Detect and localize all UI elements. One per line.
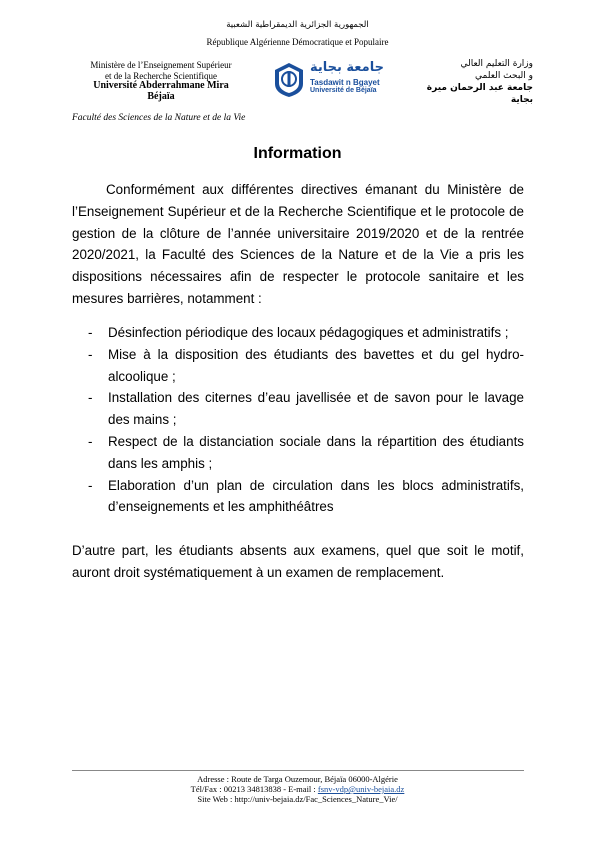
country-name-french: République Algérienne Démocratique et Populaire <box>206 37 389 47</box>
footer-address: Adresse : Route de Targa Ouzemour, Béjaïa 06000-Algérie <box>197 774 398 784</box>
list-item: - Désinfection périodique des locaux pédagogiques et administratifs ; <box>88 325 509 340</box>
logo-text-french: Université de Béjaïa <box>310 87 377 94</box>
email-link[interactable]: fsnv-vdp@univ-bejaia.dz <box>317 784 405 794</box>
logo-text-arabic: جامعة بجاية <box>310 60 384 75</box>
ministry-arabic-line-2: و البحث العلمي <box>475 71 533 81</box>
measures-list <box>88 322 524 518</box>
university-logo <box>272 60 392 100</box>
university-name-french: Université Abderrahmane Mira <box>93 80 229 91</box>
faculty-name: Faculté des Sciences de la Nature et de la Vie <box>72 113 246 123</box>
list-item: - Elaboration d’un plan de circulation dans les blocs administratifs, d’enseignements et les amphithéâtres <box>88 477 524 515</box>
institution-block-french <box>62 60 260 102</box>
ministry-line-2: et de la Recherche Scientifique <box>105 70 217 81</box>
footer-website[interactable]: Site Web : http://univ-bejaia.dz/Fac_Sciences_Nature_Vie/ <box>197 794 398 804</box>
footer-contact: Tél/Fax : 00213 34813838 - E-mail : fsnv-vdp@univ-bejaia.dz <box>190 784 405 794</box>
closing-paragraph: D’autre part, les étudiants absents aux examens, quel que soit le motif, auront droit systématiquement à un examen de remplacement. <box>72 543 524 580</box>
university-logo-icon <box>272 62 306 98</box>
country-name-arabic: الجمهورية الجزائرية الديمقراطية الشعبية <box>226 20 369 30</box>
ministry-arabic-line-1: وزارة التعليم العالي <box>460 59 533 69</box>
institution-block-arabic <box>383 58 533 106</box>
university-name-arabic: جامعة عبد الرحمان ميرة <box>426 83 533 93</box>
list-item: - Installation des citernes d’eau javellisée et de savon pour le lavage des mains ; <box>88 390 524 428</box>
footer <box>0 774 595 804</box>
list-item: - Respect de la distanciation sociale dans la répartition des étudiants dans les amphis ; <box>88 433 524 471</box>
city-arabic: بجاية <box>510 95 533 105</box>
logo-text-tamazight: Tasdawit n Bgayet <box>310 78 380 87</box>
document-title: Information <box>253 145 342 162</box>
ministry-line-1: Ministère de l’Enseignement Supérieur <box>90 60 232 70</box>
footer-divider <box>72 770 524 771</box>
list-item: - Mise à la disposition des étudiants des bavettes et du gel hydro-alcoolique ; <box>88 346 524 384</box>
city-french: Béjaïa <box>147 90 175 102</box>
intro-paragraph: Conformément aux différentes directives émanant du Ministère de l’Enseignement Supérieur et de la Recherche Scientifique et le protocole de gestion de la clôture de l’année universitaire 2019/2020 et de la rentrée 2020/2021, la Faculté des Sciences de la Nature et de la Vie a pris les dispositions nécessaires afin de respecter le protocole sanitaire et les mesures barrières, notamment : <box>72 182 524 306</box>
